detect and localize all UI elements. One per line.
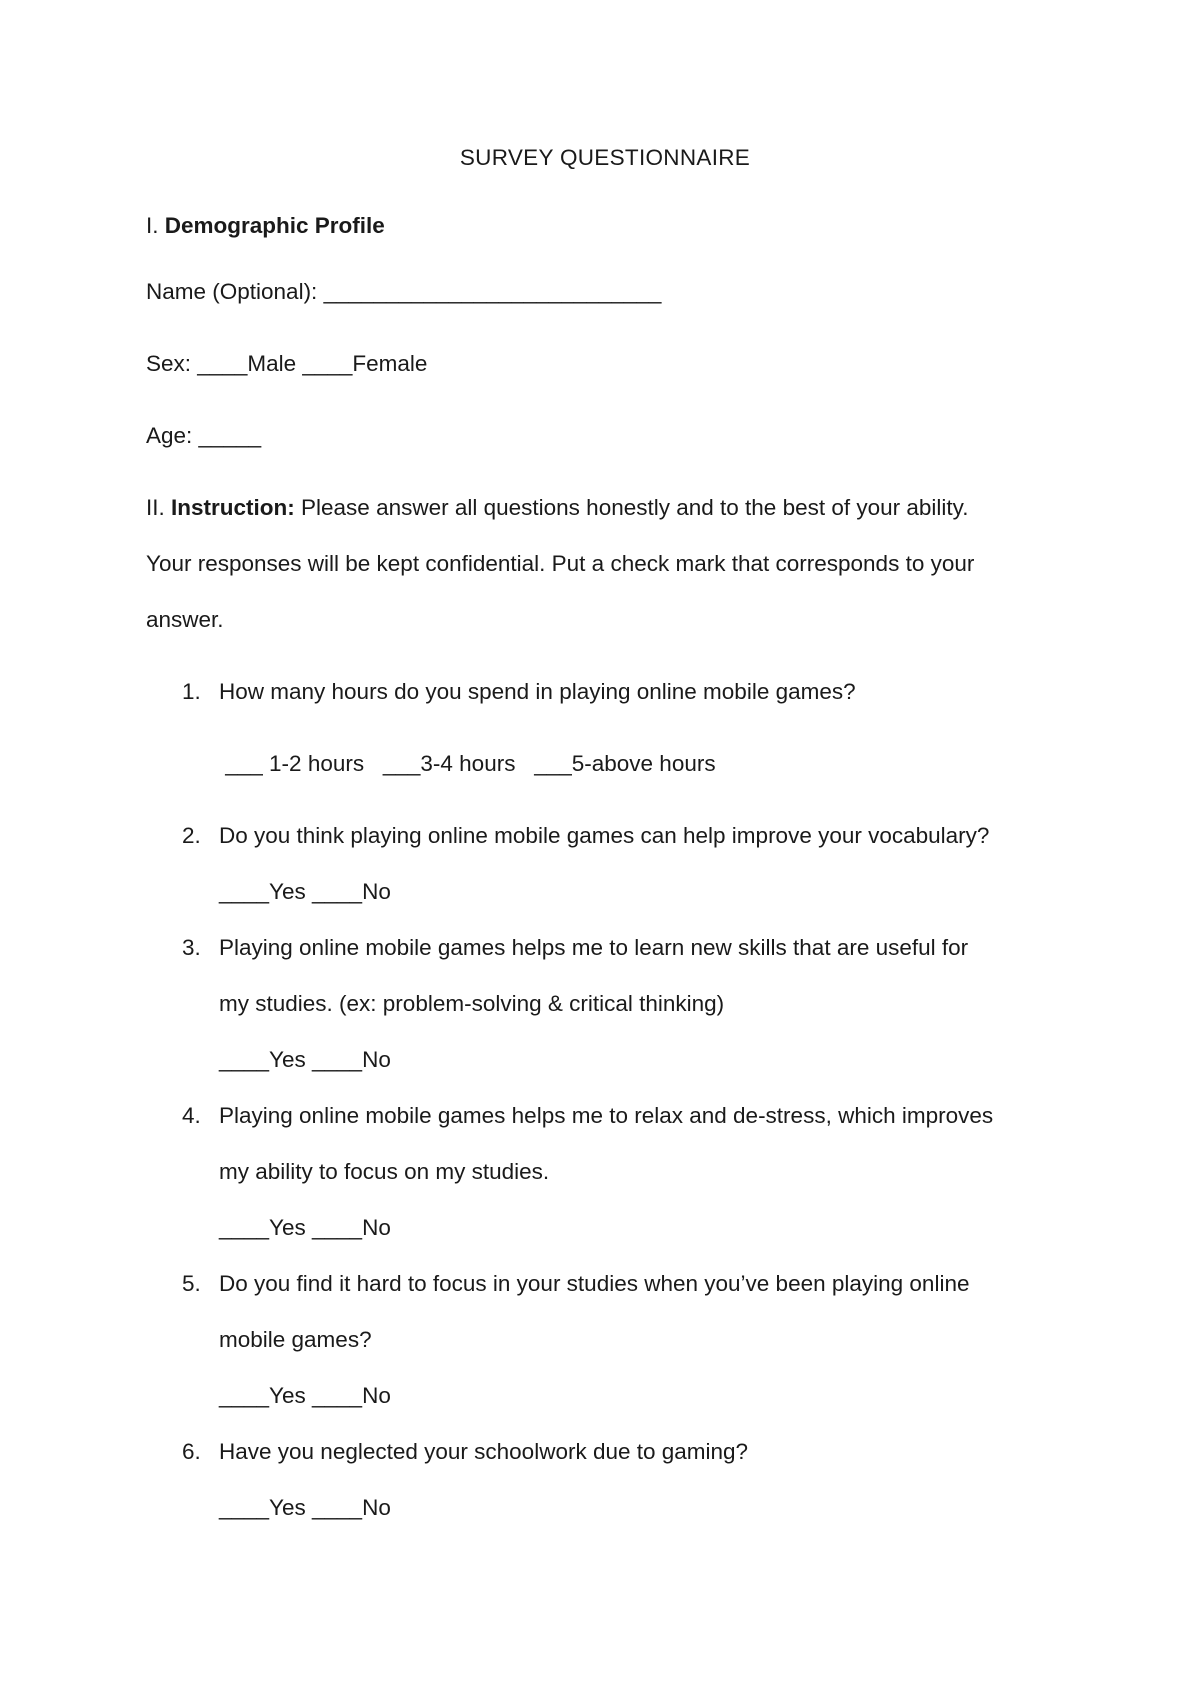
section-1-heading [146,212,385,240]
question-options[interactable]: ____Yes ____No [219,1047,391,1072]
question-number: 2. [182,823,201,848]
question-text: How many hours do you spend in playing online mobile games? [219,679,856,704]
question-number: 5. [182,1271,201,1296]
name-field-line [146,278,661,306]
question-options[interactable]: ____Yes ____No [219,1383,391,1408]
section-1-prefix: I. [146,213,165,238]
instruction-text-1: Please answer all questions honestly and to the best of your ability. [294,495,969,520]
sex-field-line[interactable]: Sex: ____Male ____Female [146,351,428,376]
instruction-line-1 [146,494,969,522]
question-text: Do you find it hard to focus in your studies when you’ve been playing online [219,1271,970,1296]
question-text: Playing online mobile games helps me to learn new skills that are useful for [219,935,969,960]
instruction-heading: Instruction: [171,495,295,520]
section-1-title: Demographic Profile [164,213,385,238]
instruction-line-3: answer. [146,607,224,632]
question-text: Do you think playing online mobile games can help improve your vocabulary? [219,823,990,848]
age-field-line[interactable]: Age: _____ [146,423,262,448]
page-title: SURVEY QUESTIONNAIRE [459,145,751,170]
section-2-prefix: II. [146,495,172,520]
instruction-line-2: Your responses will be kept confidential. Put a check mark that corresponds to your [146,551,975,576]
question-number: 6. [182,1439,201,1464]
name-label: Name (Optional): [146,279,324,304]
question-number: 3. [182,935,201,960]
question-text: my studies. (ex: problem-solving & critical thinking) [219,991,725,1016]
question-options[interactable]: ____Yes ____No [219,1215,391,1240]
question-text: my ability to focus on my studies. [219,1159,550,1184]
question-number: 4. [182,1103,201,1128]
question-options[interactable]: ____Yes ____No [219,879,391,904]
question-options[interactable]: ___ 1-2 hours ___3-4 hours ___5-above hours [219,751,716,776]
question-text: mobile games? [219,1327,372,1352]
question-text: Have you neglected your schoolwork due to gaming? [219,1439,749,1464]
question-number: 1. [182,679,201,704]
question-options[interactable]: ____Yes ____No [219,1495,391,1520]
question-text: Playing online mobile games helps me to relax and de-stress, which improves [219,1103,994,1128]
name-blank[interactable]: ___________________________ [323,279,662,304]
